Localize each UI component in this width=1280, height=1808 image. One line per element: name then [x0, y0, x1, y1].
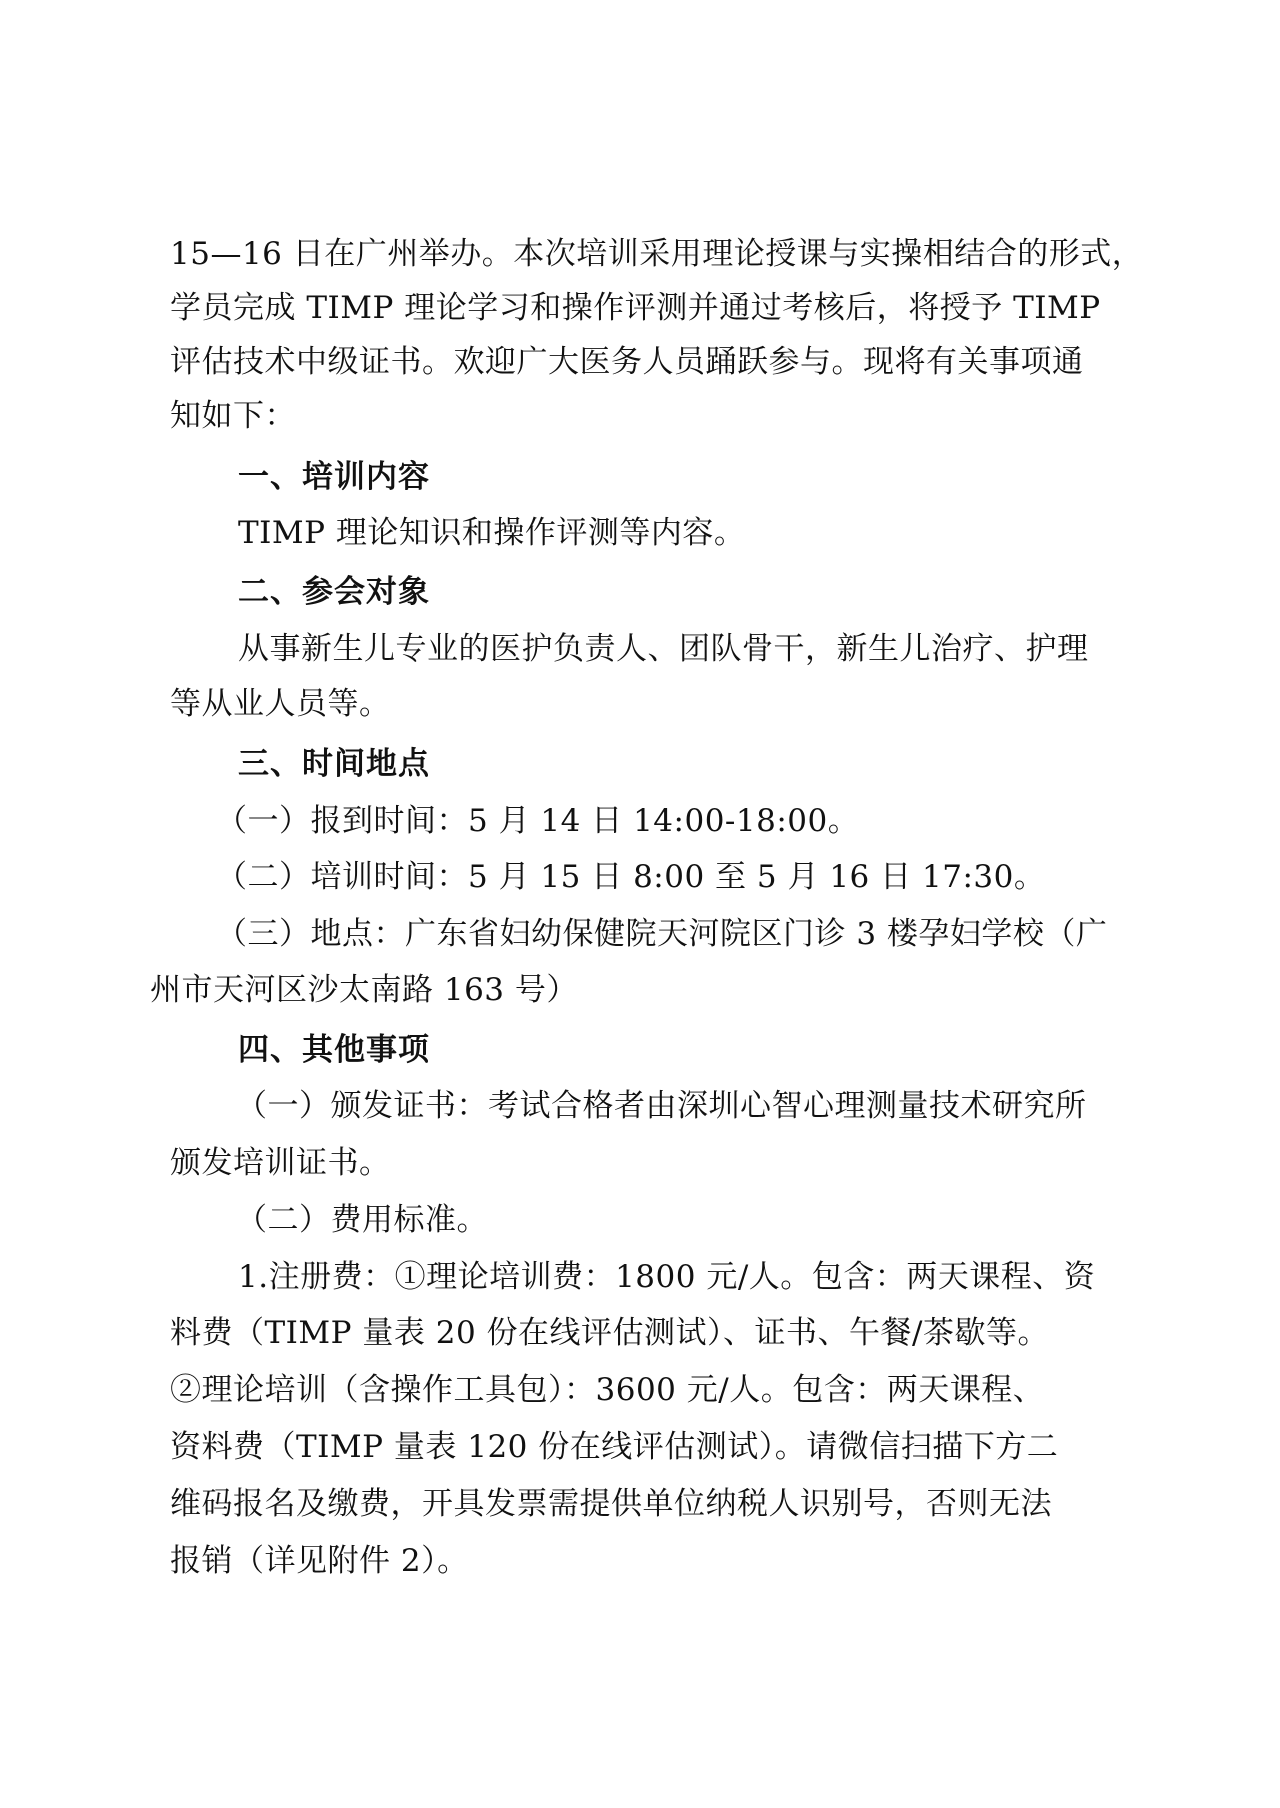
section-4-heading: 四、其他事项	[238, 1032, 430, 1068]
section-2-heading: 二、参会对象	[238, 574, 430, 610]
intro-line-1: 15—16 日在广州举办。本次培训采用理论授课与实操相结合的形式，	[170, 236, 1144, 272]
fee-line-3: ②理论培训（含操作工具包）：3600 元/人。包含：两天课程、	[170, 1372, 1045, 1408]
intro-line-4: 知如下：	[170, 398, 296, 434]
section-2-body-line-2: 等从业人员等。	[170, 686, 391, 722]
fee-standard-heading: （二）费用标准。	[236, 1202, 488, 1238]
intro-line-3: 评估技术中级证书。欢迎广大医务人员踊跃参与。现将有关事项通	[170, 344, 1084, 380]
certificate-line-1: （一）颁发证书：考试合格者由深圳心智心理测量技术研究所	[236, 1088, 1087, 1124]
fee-line-6: 报销（详见附件 2）。	[170, 1543, 469, 1579]
fee-line-1: 1.注册费：①理论培训费：1800 元/人。包含：两天课程、资	[238, 1259, 1096, 1295]
certificate-line-2: 颁发培训证书。	[170, 1145, 391, 1181]
section-1-body: TIMP 理论知识和操作评测等内容。	[238, 515, 746, 551]
intro-line-2: 学员完成 TIMP 理论学习和操作评测并通过考核后，将授予 TIMP	[170, 290, 1101, 326]
section-1-heading: 一、培训内容	[238, 459, 430, 495]
training-time: （二）培训时间：5 月 15 日 8:00 至 5 月 16 日 17:30。	[216, 859, 1046, 895]
venue-line-1: （三）地点：广东省妇幼保健院天河院区门诊 3 楼孕妇学校（广	[216, 916, 1108, 952]
section-3-heading: 三、时间地点	[238, 746, 430, 782]
venue-line-2: 州市天河区沙太南路 163 号）	[150, 972, 578, 1008]
fee-line-2: 料费（TIMP 量表 20 份在线评估测试）、证书、午餐/茶歇等。	[170, 1315, 1049, 1351]
section-2-body-line-1: 从事新生儿专业的医护负责人、团队骨干，新生儿治疗、护理	[238, 631, 1089, 667]
report-time: （一）报到时间：5 月 14 日 14:00-18:00。	[216, 803, 860, 839]
fee-line-5: 维码报名及缴费，开具发票需提供单位纳税人识别号，否则无法	[170, 1486, 1052, 1522]
fee-line-4: 资料费（TIMP 量表 120 份在线评估测试）。请微信扫描下方二	[170, 1429, 1059, 1465]
